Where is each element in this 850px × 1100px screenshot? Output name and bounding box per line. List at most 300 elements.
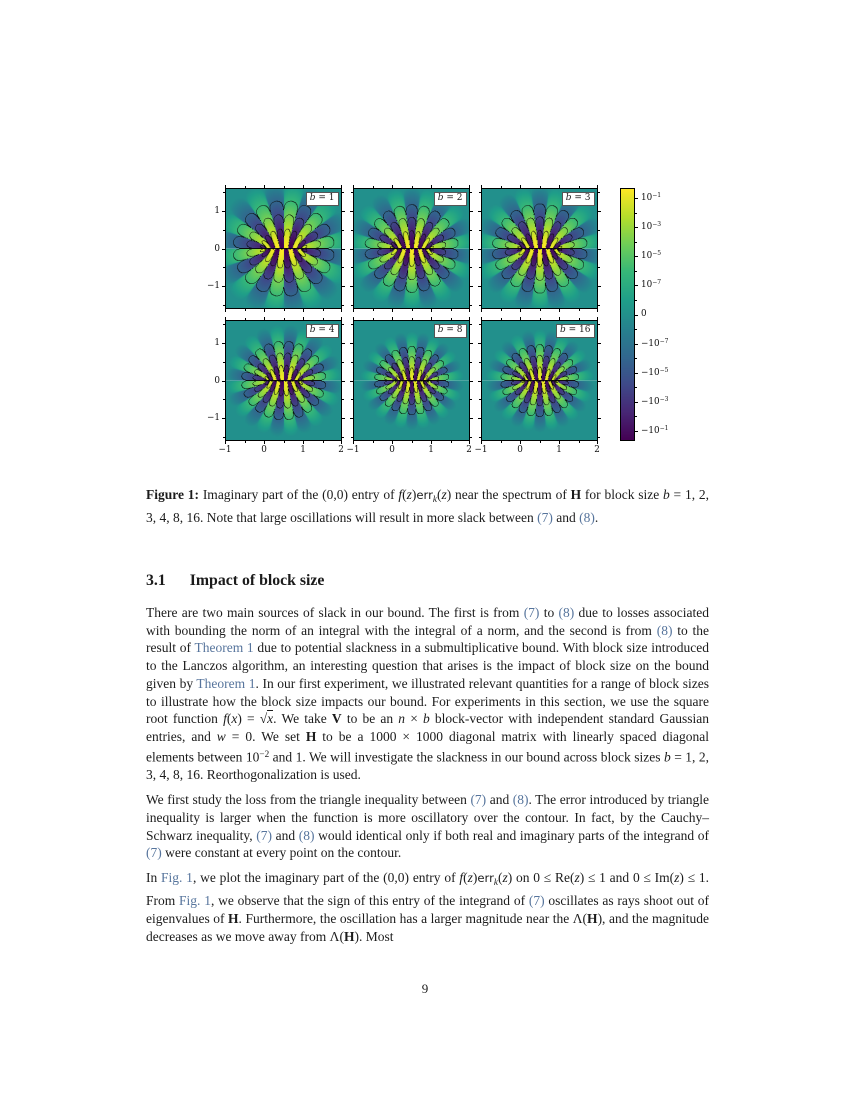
axis-tick xyxy=(598,230,600,231)
x-tick-label: 0 xyxy=(261,445,267,455)
axis-tick xyxy=(353,317,354,320)
axis-tick xyxy=(451,318,452,320)
colorbar-tick-label xyxy=(641,279,661,290)
axis-tick xyxy=(245,441,246,443)
y-tick-label: 0 xyxy=(214,244,220,254)
text-segment: −10 xyxy=(641,367,660,378)
axis-tick xyxy=(303,317,304,320)
axis-tick xyxy=(598,324,600,325)
axis-tick xyxy=(470,286,473,287)
axis-tick xyxy=(470,230,472,231)
axis-tick xyxy=(351,437,353,438)
x-tick-label: 1 xyxy=(556,445,562,455)
text-segment: ) xyxy=(472,870,478,886)
colorbar-tick xyxy=(635,373,638,374)
axis-tick xyxy=(470,324,472,325)
reference-link[interactable]: (7) xyxy=(537,509,553,525)
text-segment: k xyxy=(432,494,437,505)
axis-tick xyxy=(597,317,598,320)
axis-tick xyxy=(351,267,353,268)
text-segment: ( xyxy=(402,487,407,502)
axis-tick xyxy=(579,186,580,188)
axis-tick xyxy=(598,267,600,268)
figure-caption xyxy=(146,486,709,527)
axis-tick xyxy=(323,441,324,443)
axis-tick xyxy=(470,211,473,212)
colorbar-minor-tick xyxy=(635,329,637,330)
axis-tick xyxy=(470,437,472,438)
axis-tick xyxy=(501,318,502,320)
text-segment: = 3 xyxy=(571,192,591,203)
axis-tick xyxy=(341,185,342,188)
subplot-label xyxy=(562,192,595,206)
axis-tick xyxy=(520,441,521,444)
axis-tick xyxy=(479,267,481,268)
axis-tick xyxy=(478,249,481,250)
text-segment: H xyxy=(570,487,582,502)
y-tick-label: 0 xyxy=(214,376,220,386)
axis-tick xyxy=(245,318,246,320)
reference-link[interactable]: Theorem 1 xyxy=(194,640,254,656)
axis-tick xyxy=(392,185,393,188)
axis-tick xyxy=(373,318,374,320)
axis-tick xyxy=(350,249,353,250)
axis-tick xyxy=(284,309,285,311)
axis-tick xyxy=(559,309,560,312)
subplot-b-5 xyxy=(474,320,600,455)
axis-tick xyxy=(223,267,225,268)
x-tick-label: −1 xyxy=(346,445,360,455)
axis-tick xyxy=(225,317,226,320)
text-segment: −5 xyxy=(659,367,669,374)
axis-tick xyxy=(597,441,598,444)
axis-tick xyxy=(223,399,225,400)
subplot-label xyxy=(306,192,339,206)
text-segment: 10 xyxy=(641,221,653,232)
x-tick-label: 1 xyxy=(300,445,306,455)
y-tick-label: −1 xyxy=(207,413,220,423)
text-segment: We first study the loss from the triangle inequality between xyxy=(146,792,471,808)
axis-tick xyxy=(520,309,521,312)
axis-tick xyxy=(342,249,345,250)
subplot-label xyxy=(306,324,339,338)
axis-tick xyxy=(431,185,432,188)
text-segment: to xyxy=(539,605,559,620)
text-segment: −10 xyxy=(641,338,660,349)
text-segment: ) xyxy=(411,487,417,502)
subplot-b-0 xyxy=(207,188,342,309)
text-segment: 10 xyxy=(641,192,653,203)
axis-tick xyxy=(223,324,225,325)
text-segment: b xyxy=(422,711,430,727)
reference-link[interactable]: Theorem 1 xyxy=(196,675,256,691)
colorbar-tick xyxy=(635,315,638,316)
text-segment: V xyxy=(331,711,342,727)
axis-tick xyxy=(412,318,413,320)
colorbar-tick-label xyxy=(641,396,668,407)
axis-tick xyxy=(479,230,481,231)
axis-tick xyxy=(451,309,452,311)
text-segment: H xyxy=(305,728,317,744)
axis-tick xyxy=(223,437,225,438)
axis-tick xyxy=(350,211,353,212)
text-segment: . xyxy=(594,509,599,525)
axis-tick xyxy=(469,309,470,312)
axis-tick xyxy=(342,230,344,231)
axis-tick xyxy=(342,381,345,382)
text-segment: f xyxy=(459,870,464,886)
axis-tick xyxy=(223,362,225,363)
reference-link[interactable]: (8) xyxy=(656,622,673,638)
section-heading xyxy=(146,572,324,590)
reference-link[interactable]: (8) xyxy=(298,827,315,843)
x-tick-label: −1 xyxy=(474,445,488,455)
colorbar-tick-label xyxy=(641,250,661,261)
colorbar-tick xyxy=(635,198,638,199)
text-segment: 10 xyxy=(641,250,653,261)
axis-tick xyxy=(598,362,600,363)
axis-tick xyxy=(479,399,481,400)
axis-tick xyxy=(470,381,473,382)
axis-tick xyxy=(478,286,481,287)
axis-tick xyxy=(540,441,541,443)
subplot-label xyxy=(434,192,467,206)
subplot-label xyxy=(434,324,467,338)
axis-tick xyxy=(559,317,560,320)
axis-tick xyxy=(540,309,541,311)
colorbar-tick xyxy=(635,285,638,286)
axis-tick xyxy=(392,317,393,320)
text-segment: −2 xyxy=(259,748,270,759)
text-segment: . We take xyxy=(273,711,332,727)
axis-tick xyxy=(222,343,225,344)
axis-tick xyxy=(351,230,353,231)
axis-tick xyxy=(223,230,225,231)
colorbar-tick xyxy=(635,402,638,403)
axis-tick xyxy=(598,286,601,287)
axis-tick xyxy=(303,441,304,444)
axis-tick xyxy=(470,192,472,193)
text-segment: = 1, 2, 3, 4, 8, 16. Reorthogonalization is used. xyxy=(146,749,709,782)
axis-tick xyxy=(351,192,353,193)
axis-tick xyxy=(222,286,225,287)
axis-tick xyxy=(479,324,481,325)
axis-tick xyxy=(598,192,600,193)
axis-tick xyxy=(341,441,342,444)
axis-tick xyxy=(579,441,580,443)
text-segment: . The error introduced by triangle inequality is larger when the function is more oscillatory over the contour. In fact, by the Cauchy–Schwarz inequality, xyxy=(146,792,709,843)
axis-tick xyxy=(223,305,225,306)
reference-link[interactable]: (7) xyxy=(256,827,272,843)
text-segment: ) ≤ 1 and 0 ≤ Im( xyxy=(579,870,675,886)
text-segment: −7 xyxy=(652,279,662,286)
reference-link[interactable]: Fig. 1 xyxy=(161,870,193,886)
axis-tick xyxy=(431,309,432,312)
axis-tick xyxy=(481,309,482,312)
axis-tick xyxy=(540,186,541,188)
heatmap-canvas xyxy=(481,320,598,441)
text-segment: × xyxy=(405,711,423,727)
axis-tick xyxy=(598,418,601,419)
x-tick-label: 0 xyxy=(517,445,523,455)
axis-tick xyxy=(342,437,344,438)
axis-tick xyxy=(451,441,452,443)
text-segment: −1 xyxy=(659,425,669,432)
axis-tick xyxy=(451,186,452,188)
text-segment: −5 xyxy=(652,250,662,257)
axis-tick xyxy=(342,286,345,287)
text-segment: −3 xyxy=(659,396,669,403)
colorbar-gradient xyxy=(621,189,634,440)
axis-tick xyxy=(470,399,472,400)
text-segment: b xyxy=(663,749,671,765)
text-segment: H xyxy=(587,911,598,927)
axis-tick xyxy=(222,381,225,382)
text-segment: b xyxy=(437,192,444,203)
text-segment: and xyxy=(486,792,513,808)
axis-tick xyxy=(342,211,345,212)
body-text xyxy=(146,604,709,953)
page-number: 9 xyxy=(421,981,429,996)
colorbar-minor-tick xyxy=(635,271,637,272)
axis-tick xyxy=(559,185,560,188)
axis-tick xyxy=(373,309,374,311)
axis-tick xyxy=(323,186,324,188)
axis-tick xyxy=(479,305,481,306)
text-segment: w xyxy=(216,728,226,744)
axis-tick xyxy=(412,309,413,311)
axis-tick xyxy=(342,362,344,363)
colorbar-tick-label xyxy=(641,338,668,349)
axis-tick xyxy=(598,437,600,438)
axis-tick xyxy=(303,309,304,312)
x-tick-label: 2 xyxy=(466,445,472,455)
text-segment: = 8 xyxy=(443,324,463,335)
text-segment: −10 xyxy=(641,396,660,407)
text-segment: z xyxy=(574,870,580,886)
axis-tick xyxy=(245,186,246,188)
text-segment: b xyxy=(565,192,572,203)
colorbar-minor-tick xyxy=(635,416,637,417)
text-segment: Imaginary part of the (0,0) entry of xyxy=(199,487,399,502)
text-segment: = 16 xyxy=(565,324,591,335)
text-segment: = 4 xyxy=(315,324,335,335)
x-tick-label: 1 xyxy=(428,445,434,455)
text-segment: . In our first experiment, we illustrated relevant quantities for a range of block sizes to illustrate how the block size impacts our bound. For experiments in this section, we use the square root function xyxy=(146,675,709,727)
text-segment: z xyxy=(441,487,447,502)
text-segment: = 1 xyxy=(315,192,335,203)
axis-tick xyxy=(373,186,374,188)
text-segment: ( xyxy=(436,487,442,502)
axis-tick xyxy=(559,441,560,444)
colorbar-minor-tick xyxy=(635,213,637,214)
axis-tick xyxy=(412,186,413,188)
axis-tick xyxy=(350,418,353,419)
axis-tick xyxy=(225,185,226,188)
text-segment: n xyxy=(398,711,406,727)
text-segment: x xyxy=(267,711,274,727)
axis-tick xyxy=(264,441,265,444)
axis-tick xyxy=(323,309,324,311)
subplot-label xyxy=(556,324,594,338)
axis-tick xyxy=(481,317,482,320)
axis-tick xyxy=(350,286,353,287)
axis-tick xyxy=(478,343,481,344)
heatmap-canvas xyxy=(225,320,342,441)
text-segment: z xyxy=(467,870,473,886)
text-segment: ). Most xyxy=(354,928,394,944)
axis-tick xyxy=(501,441,502,443)
colorbar-tick-label xyxy=(641,221,661,232)
axis-tick xyxy=(579,309,580,311)
colorbar-tick-label xyxy=(641,425,668,436)
colorbar-tick xyxy=(635,227,638,228)
text-segment: f xyxy=(223,711,227,727)
x-tick-label: −1 xyxy=(218,445,232,455)
y-tick-label: −1 xyxy=(207,281,220,291)
axis-tick xyxy=(469,185,470,188)
axis-tick xyxy=(469,317,470,320)
section-title: Impact of block size xyxy=(189,572,325,589)
axis-tick xyxy=(222,418,225,419)
text-segment: block-vector with independent standard Gaussian entries, and xyxy=(146,711,709,744)
axis-tick xyxy=(245,309,246,311)
axis-tick xyxy=(264,309,265,312)
axis-tick xyxy=(597,185,598,188)
axis-tick xyxy=(470,418,473,419)
text-segment: f xyxy=(398,487,403,502)
axis-tick xyxy=(323,318,324,320)
colorbar-tick-label xyxy=(641,192,661,203)
text-segment: ), and the magnitude decreases as we move away from Λ( xyxy=(146,911,709,944)
axis-tick xyxy=(342,267,344,268)
axis-tick xyxy=(342,418,345,419)
text-segment: x xyxy=(231,711,238,727)
text-segment: and 1. We will investigate the slackness in our bound across block sizes xyxy=(269,749,664,765)
axis-tick xyxy=(225,441,226,444)
axis-tick xyxy=(481,441,482,444)
text-segment: In xyxy=(146,870,162,886)
heatmap-canvas xyxy=(353,188,470,309)
text-segment: and xyxy=(552,509,580,525)
text-segment: oscillates as rays shoot out of eigenvalues of xyxy=(146,893,709,927)
reference-link[interactable]: (8) xyxy=(558,605,575,620)
x-tick-label: 2 xyxy=(594,445,600,455)
heatmap-canvas xyxy=(225,188,342,309)
axis-tick xyxy=(353,185,354,188)
axis-tick xyxy=(598,211,601,212)
axis-tick xyxy=(342,343,345,344)
axis-tick xyxy=(470,343,473,344)
text-segment: b xyxy=(663,487,670,502)
colorbar-tick xyxy=(635,256,638,257)
reference-link[interactable]: (7) xyxy=(523,605,540,620)
text-segment: b xyxy=(437,324,444,335)
axis-tick xyxy=(598,305,600,306)
text-segment: b xyxy=(309,192,316,203)
axis-tick xyxy=(431,441,432,444)
y-tick-label: 1 xyxy=(214,338,220,348)
axis-tick xyxy=(351,362,353,363)
text-segment: Figure 1: xyxy=(146,487,200,502)
y-tick-label: 1 xyxy=(214,206,220,216)
text-segment: 0 xyxy=(641,309,647,319)
axis-tick xyxy=(478,211,481,212)
text-segment: ( xyxy=(226,711,232,727)
paragraph xyxy=(146,791,709,862)
axis-tick xyxy=(598,381,601,382)
axis-tick xyxy=(470,249,473,250)
text-segment: H xyxy=(228,911,239,927)
axis-tick xyxy=(501,309,502,311)
subplot-b-1 xyxy=(353,188,470,309)
reference-link[interactable]: (8) xyxy=(512,792,529,808)
reference-link[interactable]: Fig. 1 xyxy=(179,893,211,909)
colorbar-minor-tick xyxy=(635,387,637,388)
colorbar-minor-tick xyxy=(635,358,637,359)
axis-tick xyxy=(392,441,393,444)
text-segment: , we observe that the sign of this entry of the integrand of xyxy=(210,893,529,909)
reference-link[interactable]: (7) xyxy=(470,792,487,808)
axis-tick xyxy=(598,343,601,344)
axis-tick xyxy=(501,186,502,188)
text-segment: = 1, 2, 3, 4, 8, 16. Note that large oscillations will result in more slack between xyxy=(146,487,709,525)
text-segment: k xyxy=(493,877,498,888)
text-segment: and xyxy=(272,827,299,843)
text-segment: H xyxy=(343,928,355,944)
axis-tick xyxy=(284,186,285,188)
subplot-b-2 xyxy=(481,188,598,309)
section-number: 3.1 xyxy=(146,572,166,589)
axis-tick xyxy=(392,309,393,312)
reference-link[interactable]: (7) xyxy=(146,845,162,861)
colorbar-minor-tick xyxy=(635,300,637,301)
reference-link[interactable]: (8) xyxy=(579,509,595,525)
axis-tick xyxy=(470,267,472,268)
axis-tick xyxy=(478,418,481,419)
axis-tick xyxy=(351,305,353,306)
x-tick-label: 2 xyxy=(338,445,344,455)
axis-tick xyxy=(520,317,521,320)
colorbar-tick-label xyxy=(641,367,668,378)
axis-tick xyxy=(350,381,353,382)
text-segment: z xyxy=(674,870,680,886)
axis-tick xyxy=(351,399,353,400)
paragraph xyxy=(146,869,709,945)
text-segment: err xyxy=(416,488,433,502)
axis-tick xyxy=(481,185,482,188)
axis-tick xyxy=(479,437,481,438)
subplot-b-3 xyxy=(207,320,344,455)
colorbar-tick xyxy=(635,431,638,432)
axis-tick xyxy=(223,192,225,193)
axis-tick xyxy=(342,305,344,306)
axis-tick xyxy=(222,249,225,250)
reference-link[interactable]: (7) xyxy=(528,893,545,909)
axis-tick xyxy=(264,317,265,320)
text-segment: due to losses associated with bounding the norm of an integral with the integral of a norm, and the second is from xyxy=(146,605,709,638)
axis-tick xyxy=(479,362,481,363)
colorbar xyxy=(620,188,635,441)
colorbar-tick xyxy=(635,344,638,345)
colorbar-minor-tick xyxy=(635,242,637,243)
axis-tick xyxy=(342,192,344,193)
axis-tick xyxy=(470,305,472,306)
text-segment: −7 xyxy=(659,338,669,345)
colorbar-tick-label xyxy=(641,309,647,319)
text-segment: There are two main sources of slack in our bound. The first is from xyxy=(146,605,524,620)
text-segment: 10 xyxy=(641,279,653,290)
